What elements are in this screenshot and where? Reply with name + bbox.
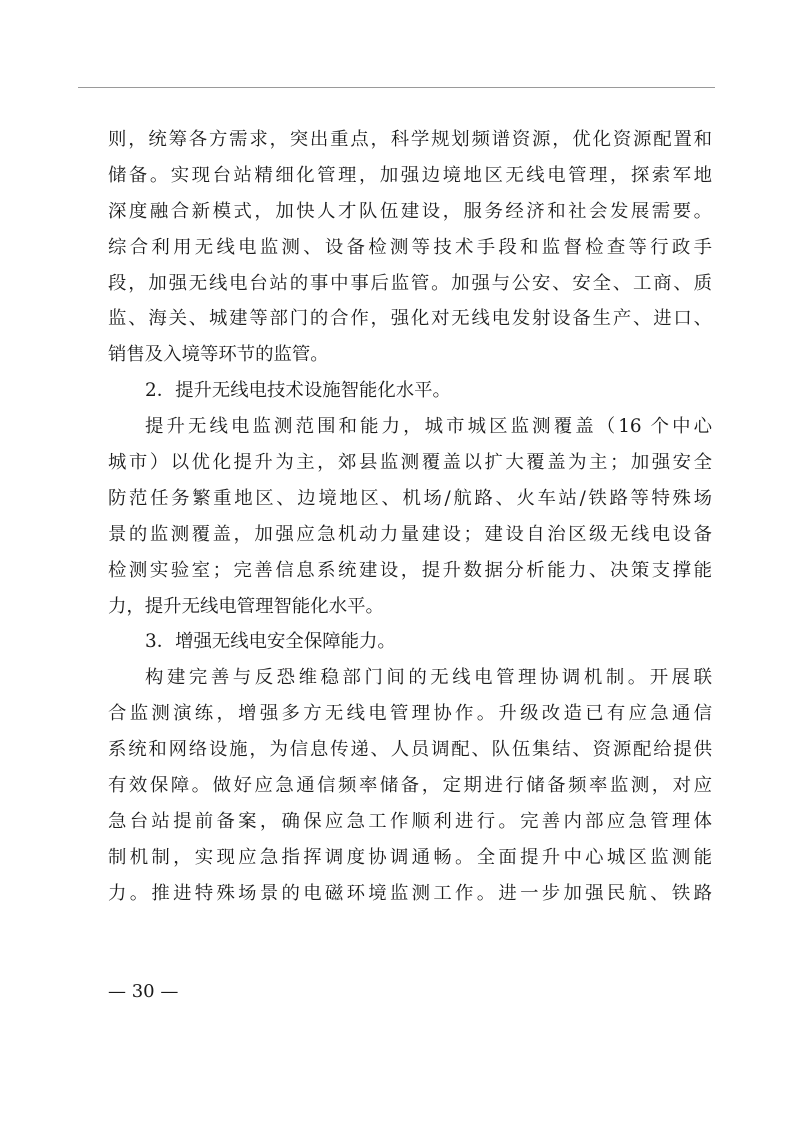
text-line: 则，统筹各方需求，突出重点，科学规划频谱资源，优化资源配置和	[108, 129, 712, 150]
text-line: 储备。实现台站精细化管理，加强边境地区无线电管理，探索军地	[108, 164, 712, 186]
text-line: 监、海关、城建等部门的合作，强化对无线电发射设备生产、进口、	[108, 308, 712, 330]
section-heading: 2．提升无线电技术设施智能化水平。	[145, 380, 451, 402]
text-line: 城市）以优化提升为主，郊县监测覆盖以扩大覆盖为主；加强安全	[108, 452, 712, 474]
text-line: 合监测演练，增强多方无线电管理协作。升级改造已有应急通信	[108, 703, 712, 725]
text-line: 力，提升无线电管理智能化水平。	[108, 595, 384, 617]
text-line: 力。推进特殊场景的电磁环境监测工作。进一步加强民航、铁路	[108, 882, 712, 904]
text-line: 有效保障。做好应急通信频率储备，定期进行储备频率监测，对应	[108, 775, 712, 797]
text-line: 急台站提前备案，确保应急工作顺利进行。完善内部应急管理体	[108, 810, 712, 832]
header-rule	[78, 87, 715, 88]
text-line: 防范任务繁重地区、边境地区、机场/航路、火车站/铁路等特殊场	[108, 487, 712, 509]
text-line: 综合利用无线电监测、设备检测等技术手段和监督检查等行政手	[108, 236, 712, 258]
text-line: 提升无线电监测范围和能力，城市城区监测覆盖（16 个中心	[145, 416, 712, 438]
text-line: 检测实验室；完善信息系统建设，提升数据分析能力、决策支撑能	[108, 559, 712, 581]
section-heading: 3．增强无线电安全保障能力。	[145, 631, 396, 653]
page-number: — 30 —	[108, 981, 179, 1002]
text-line: 销售及入境等环节的监管。	[108, 344, 329, 366]
text-line: 制机制，实现应急指挥调度协调通畅。全面提升中心城区监测能	[108, 846, 712, 868]
text-line: 段，加强无线电台站的事中事后监管。加强与公安、安全、工商、质	[108, 272, 712, 294]
text-line: 景的监测覆盖，加强应急机动力量建设；建设自治区级无线电设备	[108, 523, 712, 545]
text-line: 系统和网络设施，为信息传递、人员调配、队伍集结、资源配给提供	[108, 739, 712, 761]
body-text	[108, 122, 712, 912]
text-line: 深度融合新模式，加快人才队伍建设，服务经济和社会发展需要。	[108, 200, 712, 222]
text-line: 构建完善与反恐维稳部门间的无线电管理协调机制。开展联	[145, 667, 712, 689]
